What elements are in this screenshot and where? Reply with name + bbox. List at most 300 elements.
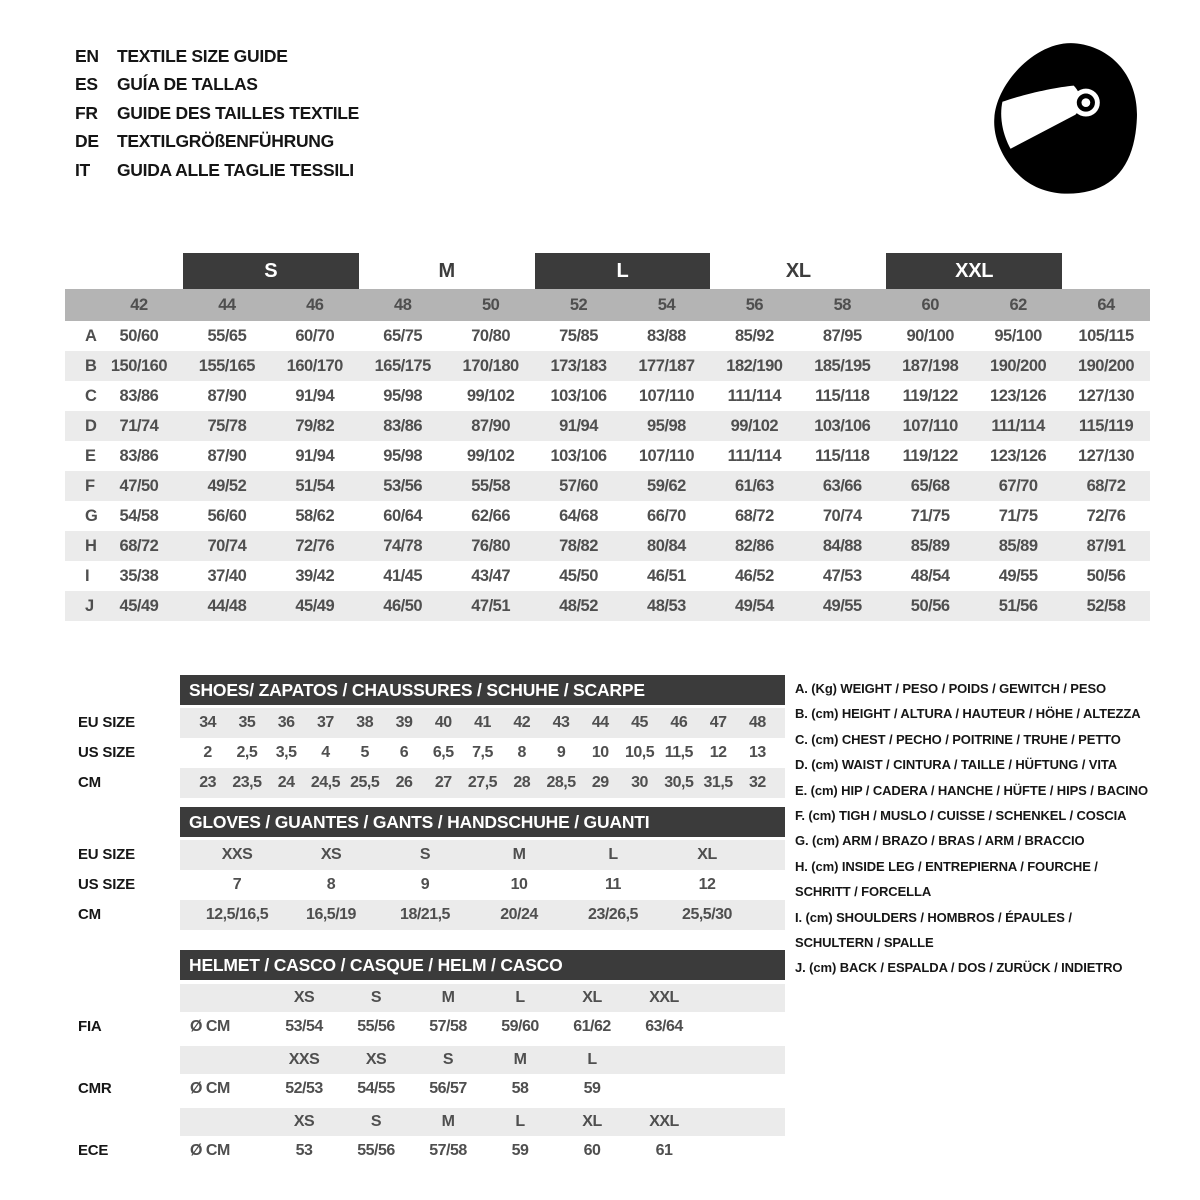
size-value-cell: 6 [399,744,409,761]
size-value-cell: 74/78 [383,537,423,555]
gloves-table-title: GLOVES / GUANTES / GANTS / HANDSCHUHE / GUANTI [180,807,785,837]
shoes-table-title: SHOES/ ZAPATOS / CHAUSSURES / SCHUHE / SCARPE [180,675,785,705]
size-value-cell: 28 [513,774,531,791]
shoes-title-row [78,675,785,705]
helmet-size-cell: XXL [649,1113,679,1130]
helmet-value-cell: 61/62 [573,1018,611,1035]
size-value-cell: 85/89 [998,537,1038,555]
size-value-cell: 79/82 [295,417,335,435]
letter-size-s: S [183,253,359,289]
size-value-cell: 7 [232,876,242,893]
size-value-cell: 25,5 [350,774,380,791]
size-value-cell: 37 [317,714,334,731]
size-value-cell: XS [320,846,342,863]
size-value-cell: 24,5 [310,774,340,791]
legend-item [795,727,1193,752]
helmet-value-row [78,1136,785,1166]
size-value-cell: 99/102 [730,417,779,435]
size-value-cell: 10,5 [624,744,655,761]
size-value-cell: 107/110 [638,387,695,405]
legend-line: SCHRITT / FORCELLA [795,884,932,900]
helmet-title-row [78,950,785,980]
size-value-cell: 72/76 [295,537,335,555]
size-value-cell: 28,5 [546,774,576,791]
size-value-cell: 173/183 [550,357,607,375]
size-value-cell: 87/90 [471,417,511,435]
size-value-cell: 70/80 [471,327,511,345]
size-value-cell: 50/56 [1086,567,1126,585]
helmet-size-cell: XXL [649,989,679,1006]
helmet-value-cell: 55/56 [357,1018,395,1035]
row-values [180,738,785,768]
size-value-cell: 6,5 [432,744,454,761]
legend-line: H. (cm) INSIDE LEG / ENTREPIERNA / FOURCHE / [795,858,1098,874]
size-value-cell: 76/80 [471,537,511,555]
row-label: CM [78,774,101,791]
size-value-cell: 91/94 [295,447,335,465]
helmet-value-cell: 53 [295,1142,313,1159]
size-value-cell: 185/195 [814,357,871,375]
numeric-size-cell: 48 [394,296,412,314]
size-value-cell: 87/90 [207,447,247,465]
size-value-cell: 39/42 [295,567,335,585]
helmet-values [180,1074,785,1104]
row-label: US SIZE [78,744,135,761]
size-value-cell: 72/76 [1086,507,1126,525]
language-label: GUÍA DE TALLAS [117,74,258,95]
legend-item [795,701,1193,726]
size-value-cell: 12 [709,744,727,761]
row-values [180,708,785,738]
spacer-cell [190,1046,268,1074]
helmet-sizes [180,1108,785,1136]
size-value-cell: 44 [591,714,609,731]
size-value-cell: 111/114 [991,417,1045,435]
letter-size-xl: XL [785,259,811,282]
legend-item [795,955,1193,980]
standard-label: FIA [78,1018,102,1035]
racing-helmet-icon [983,32,1145,204]
numeric-size-header-row [65,289,1150,321]
helmet-size-cell: XXS [288,1051,320,1068]
size-value-cell: 107/110 [638,447,695,465]
size-value-cell: 29 [591,774,609,791]
language-code: FR [75,102,98,123]
language-code: IT [75,159,90,180]
size-value-cell: 27,5 [467,774,498,791]
size-value-cell: 190/200 [1077,357,1135,375]
size-value-cell: 45 [631,714,648,731]
size-value-cell: 58/62 [295,507,335,525]
size-value-cell: 30,5 [664,774,694,791]
spacer [78,675,180,705]
helmet-value-cell: 54/55 [357,1080,395,1097]
size-value-cell: 49/55 [998,567,1038,585]
size-value-cell: 83/86 [119,387,159,405]
helmet-value-cell: 59 [583,1080,601,1097]
size-value-cell: 80/84 [647,537,686,555]
size-value-cell: 37/40 [207,567,247,585]
legend-item [795,828,1193,853]
legend-line: A. (Kg) WEIGHT / PESO / POIDS / GEWITCH / PESO [795,681,1107,696]
helmet-size-header-row [78,1046,785,1074]
size-value-cell: 43 [552,714,570,731]
language-label: TEXTILE SIZE GUIDE [117,46,288,66]
row-values [180,768,785,798]
shoes-rows [78,708,785,798]
language-code: EN [75,46,99,66]
size-value-cell: 68/72 [734,507,774,525]
language-row [75,127,359,155]
table-row [78,900,785,930]
size-value-cell: 165/175 [374,357,431,375]
language-row [75,99,359,127]
size-value-cell: 177/187 [638,357,695,375]
row-label: EU SIZE [78,714,135,731]
size-value-cell: 71/74 [119,417,159,435]
size-value-cell: 62/66 [471,507,511,525]
size-value-cell: 64/68 [559,507,598,525]
size-value-cell: 95/100 [994,327,1042,345]
main-size-table [65,253,1150,621]
table-row [65,351,1150,381]
helmet-values [180,1136,785,1166]
row-letter: A [85,327,97,345]
size-value-cell: 24 [277,774,295,791]
legend-line: B. (cm) HEIGHT / ALTURA / HAUTEUR / HÖHE / ALTEZZA [795,706,1141,722]
legend-line: SCHULTERN / SPALLE [795,935,934,951]
spacer [78,1108,180,1136]
row-letter: B [85,357,97,375]
size-value-cell: 66/70 [647,507,686,525]
table-row [65,441,1150,471]
row-letter: E [85,447,96,465]
numeric-size-cell: 62 [1009,296,1027,314]
size-value-cell: 38 [356,714,374,731]
helmet-value-cell: 52/53 [285,1080,323,1097]
language-list [75,42,359,184]
size-value-cell: 111/114 [727,387,782,405]
shoes-size-table [78,675,785,798]
row-letter: I [85,567,90,585]
helmet-size-table [78,950,785,1166]
size-value-cell: 12,5/16,5 [205,906,269,923]
gloves-title-row [78,807,785,837]
table-row [78,708,785,738]
size-value-cell: 187/198 [902,357,959,375]
size-value-cell: XXS [221,846,253,863]
table-row [78,870,785,900]
letter-size-xxl: XXL [886,253,1062,289]
size-value-cell: 127/130 [1077,387,1135,405]
size-value-cell: 123/126 [990,447,1047,465]
helmet-size-cell: L [515,1113,525,1130]
legend-item [795,752,1193,777]
helmet-size-cell [628,1046,700,1074]
table-row [78,768,785,798]
size-value-cell: 36 [277,714,295,731]
size-value-cell: 35 [238,714,256,731]
size-value-cell: 87/91 [1086,537,1126,555]
helmet-size-cell: XL [582,1113,602,1130]
helmet-value-cell: 60 [583,1142,601,1159]
size-value-cell: 48/53 [647,597,686,615]
helmet-size-cell: M [441,989,455,1006]
helmet-sizes [180,1046,785,1074]
legend-item [795,905,1193,956]
size-value-cell: 9 [420,876,430,893]
size-value-cell: 45/49 [119,597,159,615]
size-value-cell: 119/122 [902,387,958,405]
size-value-cell: 90/100 [906,327,954,345]
row-label: EU SIZE [78,846,135,863]
size-value-cell: 41/45 [383,567,423,585]
diameter-unit-cell: Ø CM [190,1018,230,1035]
legend-line: G. (cm) ARM / BRAZO / BRAS / ARM / BRACCIO [795,833,1085,849]
language-label: GUIDE DES TAILLES TEXTILE [117,102,360,123]
helmet-value-cell: 61 [655,1142,673,1159]
legend-line: J. (cm) BACK / ESPALDA / DOS / ZURÜCK / INDIETRO [795,960,1123,976]
row-letter: D [85,417,97,435]
size-value-cell: 170/180 [462,357,519,375]
table-row [65,531,1150,561]
language-code: DE [75,131,99,152]
language-label: TEXTILGRÖßENFÜHRUNG [117,131,334,152]
row-label: US SIZE [78,876,135,893]
spacer-cell [190,984,268,1012]
size-value-cell: 50/56 [910,597,950,615]
size-value-cell: 27 [434,774,452,791]
legend-line: D. (cm) WAIST / CINTURA / TAILLE / HÜFTUNG / VITA [795,757,1118,773]
size-value-cell: 51/56 [998,597,1038,615]
row-letter: J [85,597,94,615]
helmet-values [180,1012,785,1042]
language-label: GUIDA ALLE TAGLIE TESSILI [117,159,354,180]
numeric-size-cell: 64 [1097,296,1115,314]
size-value-cell: 155/165 [198,357,255,375]
helmet-value-cell [628,1074,700,1104]
size-value-cell: 95/98 [383,447,423,465]
size-value-cell: 11,5 [664,744,693,761]
helmet-rows [78,984,785,1166]
size-value-cell: 23 [199,774,217,791]
size-value-cell: 9 [556,744,566,761]
language-row [75,156,359,184]
legend-line: E. (cm) HIP / CADERA / HANCHE / HÜFTE / HIPS / BACINO [795,782,1148,798]
numeric-size-cell: 52 [569,296,588,314]
legend-item [795,778,1193,803]
size-value-cell: 160/170 [286,357,343,375]
legend-item [795,854,1193,905]
size-value-cell: 8 [326,876,336,893]
size-value-cell: M [512,846,526,863]
size-value-cell: 182/190 [726,357,783,375]
size-value-cell: 103/106 [550,387,607,405]
size-value-cell: 32 [748,774,766,791]
size-value-cell: 71/75 [998,507,1038,525]
size-value-cell: 13 [748,744,766,761]
helmet-size-cell: S [442,1051,454,1068]
numeric-size-cell: 42 [130,296,148,314]
size-value-cell: 31,5 [703,774,733,791]
size-value-cell: 40 [434,714,452,731]
row-letter: C [85,387,97,405]
size-value-cell: 82/86 [734,537,774,555]
size-value-cell: 49/54 [734,597,774,615]
measurement-legend [795,676,1193,981]
size-value-cell: 51/54 [295,477,335,495]
size-value-cell: 48/54 [910,567,950,585]
helmet-size-cell: S [370,1113,382,1130]
helmet-size-cell: XS [293,989,315,1006]
size-value-cell: 68/72 [119,537,159,555]
size-value-cell: 85/89 [910,537,950,555]
helmet-value-cell: 59/60 [501,1018,539,1035]
helmet-value-cell: 59 [511,1142,529,1159]
size-value-cell: 67/70 [998,477,1038,495]
size-value-cell: 57/60 [559,477,598,495]
table-row [65,381,1150,411]
diameter-unit-cell: Ø CM [190,1080,230,1097]
size-value-cell: 56/60 [207,507,247,525]
size-value-cell: 59/62 [647,477,686,495]
helmet-size-cell: XS [365,1051,387,1068]
size-value-cell: 71/75 [910,507,950,525]
helmet-size-cell: M [513,1051,527,1068]
row-values [180,840,785,870]
size-value-cell: 95/98 [383,387,423,405]
helmet-table-title: HELMET / CASCO / CASQUE / HELM / CASCO [180,950,785,980]
size-value-cell: 60/64 [383,507,423,525]
size-value-cell: 50/60 [119,327,159,345]
helmet-size-header-row [78,984,785,1012]
size-value-cell: 47/50 [119,477,159,495]
size-value-cell: 55/65 [207,327,247,345]
helmet-size-cell: S [370,989,382,1006]
table-row [65,501,1150,531]
size-value-cell: 150/160 [110,357,168,375]
size-value-cell: 47 [709,714,727,731]
size-value-cell: 34 [199,714,217,731]
size-value-cell: 23,5 [232,774,262,791]
helmet-value-cell: 56/57 [429,1080,467,1097]
size-value-cell: 12 [698,876,716,893]
diameter-unit-cell: Ø CM [190,1142,230,1159]
helmet-sizes [180,984,785,1012]
size-value-cell: 46/51 [647,567,686,585]
size-value-cell: 45/50 [559,567,598,585]
helmet-value-cell: 58 [511,1080,529,1097]
size-value-cell: 5 [360,744,369,761]
size-value-cell: 127/130 [1077,447,1135,465]
size-value-cell: XL [697,846,717,863]
helmet-size-header-row [78,1108,785,1136]
helmet-value-cell: 63/64 [645,1018,683,1035]
size-value-cell: 2,5 [236,744,258,761]
size-value-cell: 68/72 [1086,477,1126,495]
helmet-size-cell: L [515,989,525,1006]
size-value-cell: 119/122 [902,447,958,465]
gloves-rows [78,840,785,930]
letter-size-header-row [65,253,1150,289]
standard-label: ECE [78,1142,109,1159]
table-row [65,471,1150,501]
row-letter: H [85,537,97,555]
size-value-cell: 87/90 [207,387,247,405]
size-value-cell: 11 [605,876,621,893]
size-value-cell: 46 [670,714,688,731]
size-value-cell: 47/51 [471,597,511,615]
spacer-cell [190,1108,268,1136]
size-value-cell: 54/58 [119,507,159,525]
legend-line: I. (cm) SHOULDERS / HOMBROS / ÉPAULES / [795,909,1072,925]
size-value-cell: 23/26,5 [588,906,638,923]
helmet-size-cell: M [441,1113,455,1130]
legend-item [795,803,1193,828]
size-value-cell: S [419,846,431,863]
size-value-cell: 20/24 [500,906,538,923]
size-value-cell: 46/52 [734,567,774,585]
size-value-cell: 123/126 [990,387,1047,405]
size-value-cell: 30 [631,774,648,791]
size-value-cell: 105/115 [1078,327,1134,345]
size-value-cell: 70/74 [207,537,247,555]
size-value-cell: 91/94 [559,417,598,435]
helmet-value-cell: 57/58 [429,1018,467,1035]
size-value-cell: 83/86 [119,447,159,465]
legend-line: C. (cm) CHEST / PECHO / POITRINE / TRUHE / PETTO [795,731,1121,747]
standard-label: CMR [78,1080,112,1097]
size-value-cell: 65/68 [910,477,950,495]
gloves-size-table [78,807,785,930]
language-row [75,70,359,98]
size-value-cell: 61/63 [734,477,774,495]
spacer [78,807,180,837]
language-code: ES [75,74,98,95]
size-value-cell: 115/118 [815,387,870,405]
size-value-cell: 115/119 [1078,417,1134,435]
size-value-cell: 190/200 [990,357,1047,375]
size-value-cell: 18/21,5 [400,906,450,923]
size-value-cell: 53/56 [383,477,423,495]
helmet-value-row [78,1012,785,1042]
size-value-cell: 115/118 [815,447,870,465]
size-value-cell: 103/106 [550,447,607,465]
size-value-cell: 75/78 [207,417,247,435]
row-values [180,900,785,930]
size-value-cell: 87/95 [822,327,862,345]
size-value-cell: 41 [474,714,491,731]
size-value-cell: 84/88 [822,537,862,555]
numeric-size-cell: 50 [481,296,500,314]
table-row [65,561,1150,591]
letter-size-m: M [438,259,455,282]
size-value-cell: 25,5/30 [682,906,732,923]
size-value-cell: 111/114 [727,447,782,465]
racing-helmet-svg [983,32,1145,204]
helmet-size-cell: L [587,1051,597,1068]
size-value-cell: 75/85 [559,327,598,345]
table-row [78,738,785,768]
spacer [78,950,180,980]
size-value-cell: 35/38 [119,567,159,585]
size-value-cell: 2 [203,744,212,761]
spacer-cell [65,289,95,321]
size-value-cell: 55/58 [471,477,511,495]
row-values [180,870,785,900]
numeric-size-cell: 56 [745,296,764,314]
size-value-cell: 46/50 [383,597,423,615]
